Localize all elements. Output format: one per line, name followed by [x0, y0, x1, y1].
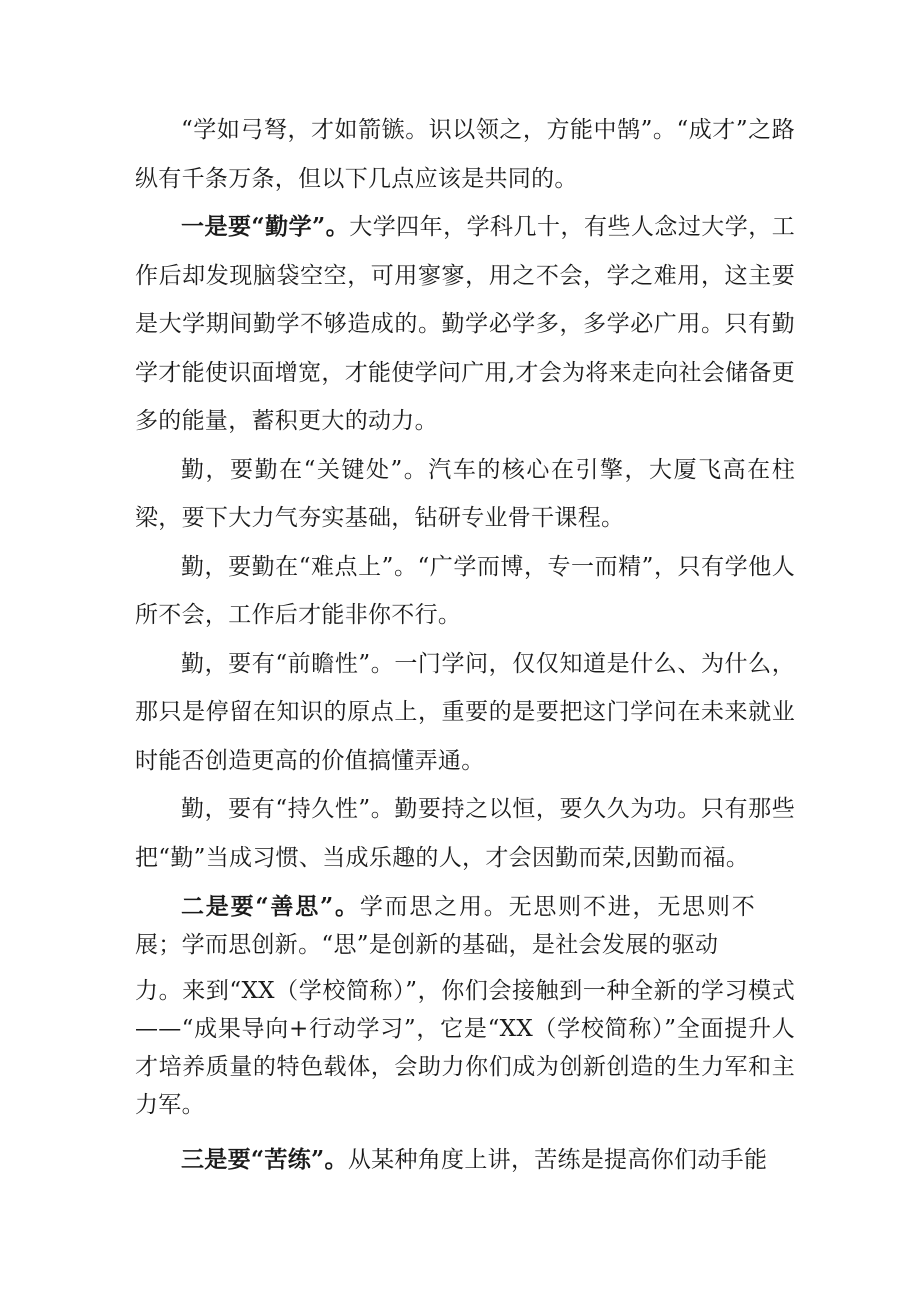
paragraph-good-thinking-a [135, 888, 755, 964]
paragraph-diligent-study [135, 203, 795, 446]
paragraph-intro: “学如弓弩，才如箭镞。识以领之，方能中鹄”。“成才”之路纵有千条万条，但以下几点应该是共同的。 [135, 117, 795, 192]
paragraph-hard-practice-body: 从某种角度上讲，苦练是提高你们动手能 [347, 1147, 768, 1173]
paragraph-hard-practice [135, 1136, 795, 1185]
heading-good-thinking: 二是要“善思”。 [181, 893, 360, 920]
paragraph-foresight: 勤，要有“前瞻性”。一门学问，仅仅知道是什么、为什么，那只是停留在知识的原点上，重要的是要把这门学问在未来就业时能否创造更高的价值搞懂弄通。 [135, 650, 795, 774]
paragraph-good-thinking-b: 力。来到“XX（学校简称）”，你们会接触到一种全新的学习模式——“成果导向+行动学习”，它是“XX（学校简称）”全面提升人才培养质量的特色载体，会助力你们成为创新创造的生力军和主力军。 [135, 978, 795, 1118]
body-text-lower [135, 888, 795, 1185]
paragraph-key-point: 勤，要勤在“关键处”。汽车的核心在引擎，大厦飞高在柱梁，要下大力气夯实基础，钻研专业骨干课程。 [135, 456, 795, 531]
heading-hard-practice: 三是要“苦练”。 [181, 1146, 348, 1173]
paragraph-persistence: 勤，要有“持久性”。勤要持之以恒，要久久为功。只有那些把“勤”当成习惯、当成乐趣的人，才会因勤而荣,因勤而福。 [135, 796, 795, 871]
body-text-upper [135, 106, 795, 882]
paragraph-good-thinking-body-a: 学而思之用。无思则不进，无思则不展；学而思创新。“思”是创新的基础，是社会发展的驱动 [135, 894, 756, 958]
heading-diligent-study: 一是要“勤学”。 [181, 213, 350, 240]
paragraph-difficult-point: 勤，要勤在“难点上”。“广学而博，专一而精”，只有学他人所不会，工作后才能非你不行。 [135, 553, 795, 628]
paragraph-diligent-study-body: 大学四年，学科几十，有些人念过大学，工作后却发现脑袋空空，可用寥寥，用之不会，学之难用，这主要是大学期间勤学不够造成的。勤学必学多，多学必广用。只有勤学才能使识面增宽，才能使学问广用,才会为将来走向社会储备更多的能量，蓄积更大的动力。 [135, 214, 796, 434]
